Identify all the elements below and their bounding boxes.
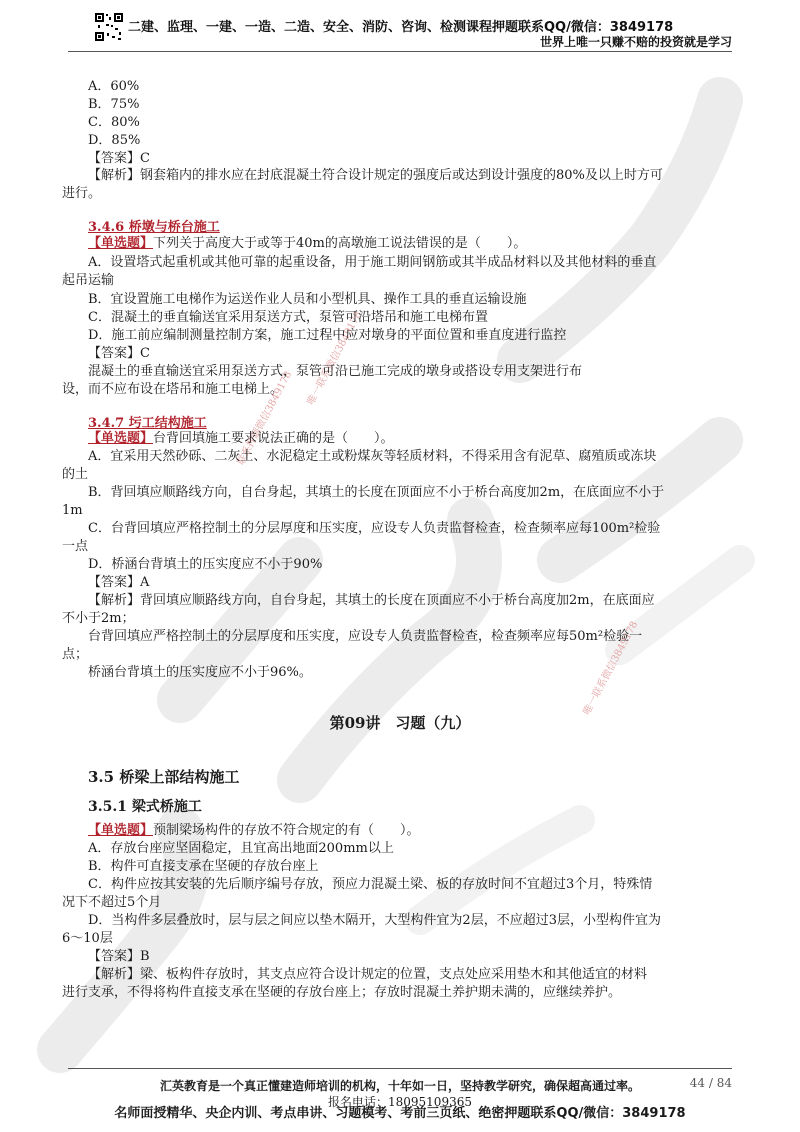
option-c: C．混凝土的垂直输送宜采用泵送方式，泵管可沿塔吊和施工电梯布置 [88,310,488,325]
footer-phone: 报名电话：18095109365 [328,1095,472,1109]
section-heading: 3.4.7 圬工结构施工 [88,416,207,431]
option-b: B．背回填应顺路线方向，自台身起，其填土的长度在顶面应不小于桥台高度加2m，在底面应不小于 [88,485,665,500]
option-d: D．85% [88,133,141,148]
option-b: B．构件可直接支承在坚硬的存放台座上 [88,859,319,874]
option-a: A．存放台座应坚固稳定，且宜高出地面200mm以上 [88,841,394,856]
option-c-cont: 一点 [62,539,89,554]
explanation: 混凝土的垂直输送宜采用泵送方式，泵管可沿已施工完成的墩身或搭设专用支架进行布 [88,364,583,379]
watermark-text: 唯一联系微信3849178 [305,309,365,408]
option-a: A．设置塔式起重机或其他可靠的起重设备，用于施工期间钢筋或其半成品材料以及其他材料的垂直 [88,255,657,270]
option-a-cont: 起吊运输 [62,273,115,288]
option-b-cont: 1m [62,503,83,518]
question [88,429,394,449]
lecture-title: 第09讲 习题（九） [329,714,471,732]
question [88,821,420,841]
explanation: 【解析】梁、板构件存放时，其支点应符合设计规定的位置，支点处应采用垫木和其他适宜的材料 [88,967,648,982]
explanation-cont: 进行。 [62,186,102,201]
footer-divider [68,1068,732,1069]
question [88,234,526,254]
option-c: C．台背回填应严格控制土的分层厚度和压实度，应设专人负责监督检查，检查频率应每100m²检验 [88,521,661,536]
question-type-tag: 【单选题】 [88,823,154,838]
header-divider [68,51,732,52]
footer-ad: 名师面授精华、央企内训、考点串讲、习题模考、考前三页纸、绝密押题联系QQ/微信：3849178 [114,1106,686,1121]
explanation: 【解析】背回填应顺路线方向，自台身起，其填土的长度在顶面应不小于桥台高度加2m，在底面应 [88,593,655,608]
option-a: A．宜采用天然砂砾、二灰土、水泥稳定土或粉煤灰等轻质材料，不得采用含有泥草、腐殖质或冻块 [88,449,657,464]
question-text: 下列关于高度大于或等于40m的高墩施工说法错误的是（ ）。 [153,236,527,251]
page-number: 44 / 84 [689,1076,732,1090]
option-b: B．75% [88,97,140,112]
explanation: 【解析】钢套箱内的排水应在封底混凝土符合设计规定的强度后或达到设计强度的80%及以上时方可 [88,168,663,183]
option-d: D．当构件多层叠放时，层与层之间应以垫木隔开，大型构件宜为2层，不应超过3层，小型构件宜为 [88,913,661,928]
option-c-cont: 况下不超过5个月 [62,895,162,910]
answer: 【答案】B [88,949,150,964]
subsection-heading: 3.5.1 梁式桥施工 [88,799,202,815]
question-text: 预制梁场构件的存放不符合规定的有（ ）。 [153,823,420,838]
question-type-tag: 【单选题】 [88,236,154,251]
question-text: 台背回填施工要求说法正确的是（ ）。 [153,431,394,446]
qr-code [94,12,124,42]
option-c: C．构件应按其安装的先后顺序编号存放，预应力混凝土梁、板的存放时间不宜超过3个月，特殊情 [88,877,653,892]
option-d: D．桥涵台背填土的压实度应不小于90% [88,557,323,572]
option-a: A．60% [88,79,140,94]
option-b: B．宜设置施工电梯作为运送作业人员和小型机具、操作工具的垂直运输设施 [88,292,527,307]
option-d-cont: 6～10层 [62,931,113,946]
watermark-text: 联系押题微信3849178 [235,369,295,468]
section-heading: 3.4.6 桥墩与桥台施工 [88,220,220,235]
explanation-line: 桥涵台背填土的压实度应不小于96%。 [88,665,312,680]
explanation-cont: 设，而不应布设在塔吊和施工电梯上。 [62,382,284,397]
answer: 【答案】A [88,575,150,590]
option-a-cont: 的土 [62,467,89,482]
answer: 【答案】C [88,151,150,166]
explanation-line: 台背回填应严格控制土的分层厚度和压实度，应设专人负责监督检查，检查频率应每50m²检验一 [88,629,643,644]
answer: 【答案】C [88,346,150,361]
explanation-cont: 进行支承，不得将构件直接支承在坚硬的存放台座上；存放时混凝土养护期未满的，应继续养护。 [62,985,622,1000]
option-c: C．80% [88,115,140,130]
explanation-cont: 点； [62,647,89,662]
option-d: D．施工前应编制测量控制方案，施工过程中应对墩身的平面位置和垂直度进行监控 [88,328,567,343]
watermark-text: 唯一联系微信3849178 [581,619,641,718]
header-contact-line: 二建、监理、一建、一造、二造、安全、消防、咨询、检测课程押题联系QQ/微信：3849178 [128,20,674,35]
explanation-cont: 不小于2m； [62,611,135,626]
chapter-heading: 3.5 桥梁上部结构施工 [88,768,240,786]
header-slogan: 世界上唯一只赚不赔的投资就是学习 [539,35,732,49]
footer-slogan: 汇英教育是一个真正懂建造师培训的机构，十年如一日，坚持教学研究，确保超高通过率。 [159,1079,640,1093]
question-type-tag: 【单选题】 [88,431,154,446]
